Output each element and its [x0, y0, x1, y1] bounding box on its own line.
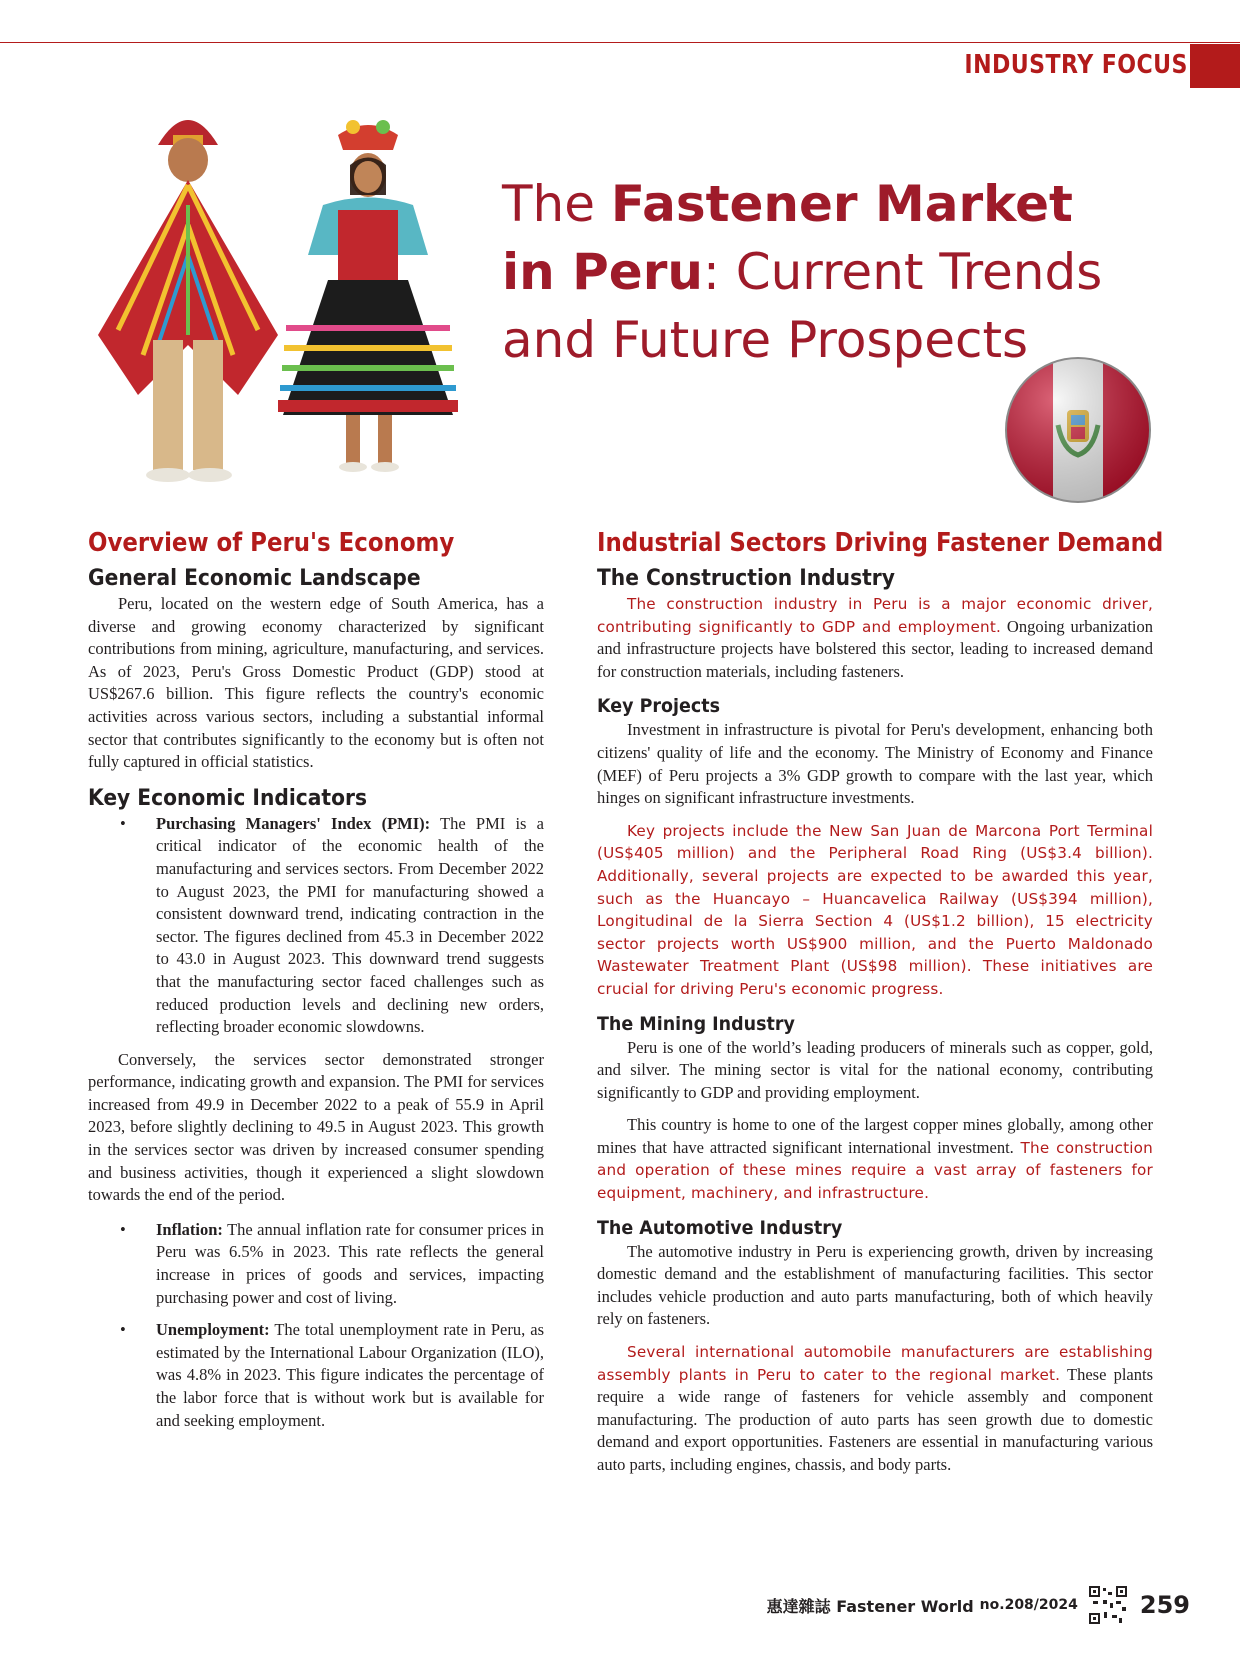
indicator-list-2	[88, 1219, 544, 1432]
right-column	[597, 528, 1164, 1477]
article-title: The Fastener Market in Peru: Current Trends and Future Prospects	[502, 175, 1103, 369]
section-tag: INDUSTRY FOCUS	[964, 50, 1188, 80]
section-heading-sectors: Industrial Sectors Driving Fastener Demand	[597, 528, 1164, 558]
header-accent-block	[1190, 44, 1240, 88]
indicator-list	[88, 813, 544, 1039]
page-footer	[767, 1585, 1190, 1625]
subheading-landscape: General Economic Landscape	[88, 566, 421, 591]
peruvian-people-illustration	[88, 95, 493, 510]
left-column	[88, 528, 544, 1442]
woman-figure	[278, 120, 458, 472]
paragraph-services: Conversely, the services sector demonstrated stronger performance, indicating growth and expansion. The PMI for services increased from 49.9 in December 2022 to a peak of 55.9 in April 2023, before slightly declining to 49.5 in August 2023. This growth in the services sector was driven by increased consumer spending and business activities, though it experienced a slight slowdown towards the end of the period.	[88, 1049, 544, 1205]
list-item-unemployment: • Unemployment: The total unemployment rate in Peru, as estimated by the International Labour Organization (ILO), was 4.8% in 2023. This figure indicates the percentage of the labor force that is without work but is available for and seeking employment.	[120, 1320, 544, 1430]
subheading-indicators: Key Economic Indicators	[88, 785, 368, 811]
qr-code-icon	[1088, 1585, 1128, 1625]
man-figure	[98, 120, 278, 482]
issue-number: no.208/2024	[979, 1597, 1078, 1613]
bullet: •	[120, 1219, 126, 1239]
magazine-name: 惠達雜誌 Fastener World	[766, 1596, 974, 1616]
paragraph-key-projects: Investment in infrastructure is pivotal for Peru's development, enhancing both citizens' quality of life and the economy. The Ministry of Economy and Finance (MEF) of Peru projects a 3% GDP growth to compare with the last year, which hinges on significant infrastructure investments.	[597, 720, 1153, 808]
list-item-inflation: • Inflation: The annual inflation rate for consumer prices in Peru was 6.5% in 2023. This rate reflects the general increase in prices of goods and services, impacting purchasing power and cost of living.	[120, 1219, 544, 1307]
subheading-mining: The Mining Industry	[597, 1012, 795, 1035]
paragraph-construction: The construction industry in Peru is a major economic driver, contributing significantly to GDP and employment. Ongoing urbanization and infrastructure projects have bolstered this sector, leading to increased demand for construction materials, including fasteners.	[597, 595, 1153, 681]
header-rule	[0, 42, 1240, 43]
paragraph-mining-2: This country is home to one of the largest copper mines globally, among other mines that have attracted significant international investment. The construction and operation of these mines require a vast array of fasteners for equipment, machinery, and infrastructure.	[597, 1115, 1153, 1203]
section-heading-overview: Overview of Peru's Economy	[88, 528, 455, 558]
subheading-key-projects: Key Projects	[597, 695, 720, 718]
paragraph-landscape: Peru, located on the western edge of South America, has a diverse and growing economy characterized by significant contributions from mining, agriculture, manufacturing, and services. As of 2023, Peru's Gross Domestic Product (GDP) stood at US$267.6 billion. This figure reflects the country's economic activities across various sectors, including a substantial informal sector that contributes significantly to the economy but is often not fully captured in official statistics.	[88, 594, 544, 772]
paragraph-mining: Peru is one of the world’s leading producers of minerals such as copper, gold, and silver. The mining sector is vital for the national economy, contributing significantly to GDP and providing employment.	[597, 1037, 1153, 1102]
subheading-automotive: The Automotive Industry	[597, 1216, 843, 1239]
peru-flag-icon	[1003, 355, 1153, 505]
list-item-pmi: • Purchasing Managers' Index (PMI): The PMI is a critical indicator of the economic health of the manufacturing and services sectors. From December 2022 to August 2023, the PMI for manufacturing showed a consistent downward trend, indicating contraction in the sector. The figures declined from 45.3 in December 2022 to 43.0 in August 2023. This downward trend suggests that the manufacturing sector faced challenges such as reduced production levels and declining new orders, reflecting broader economic slowdowns.	[120, 813, 544, 1037]
bullet: •	[120, 1320, 126, 1340]
page-number: 259	[1139, 1591, 1190, 1619]
paragraph-automotive-2: Several international automobile manufacturers are establishing assembly plants in Peru to cater to the regional market. These plants require a wide range of fasteners for vehicle assembly and component manufacturing. The production of auto parts has seen growth due to domestic demand and export opportunities. Fasteners are essential in manufacturing various auto parts, including engines, chassis, and body parts.	[597, 1343, 1153, 1474]
paragraph-key-projects-highlight: Key projects include the New San Juan de Marcona Port Terminal (US$405 million) and the Peripheral Road Ring (US$3.4 billion). Additionally, several projects are expected to be awarded this year, such as the Huancayo – Huancavelica Railway (US$394 million), Longitudinal de la Sierra Section 4 (US$1.2 billion), 15 electricity sector projects worth US$900 million, and the Puerto Maldonado Wastewater Treatment Plant (US$98 million). These initiatives are crucial for driving Peru's economic progress.	[597, 821, 1153, 998]
bullet: •	[120, 813, 126, 833]
subheading-construction: The Construction Industry	[597, 566, 895, 591]
paragraph-automotive: The automotive industry in Peru is experiencing growth, driven by increasing domestic demand and the establishment of manufacturing facilities. This sector includes vehicle production and auto parts manufacturing, both of which heavily rely on fasteners.	[597, 1241, 1153, 1329]
